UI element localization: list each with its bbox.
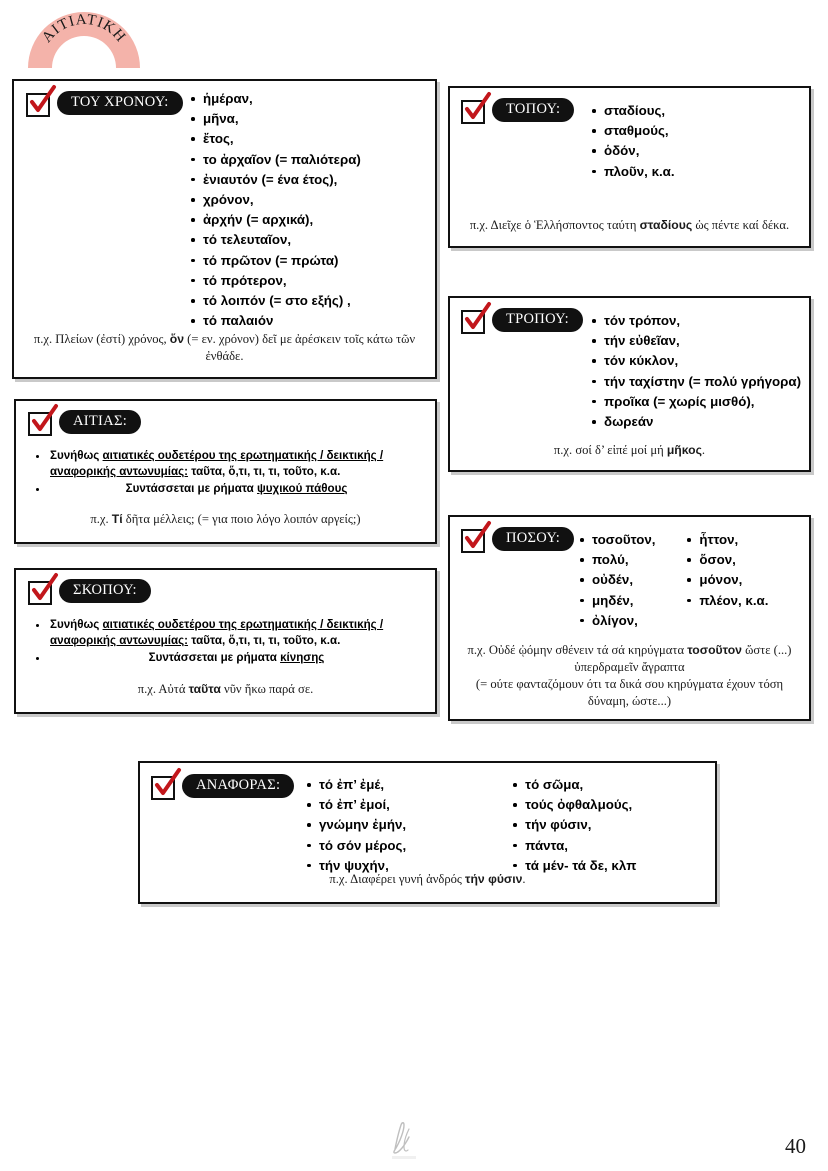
example-text: π.χ. σοί δ’ εἰπέ μοί μή	[553, 443, 667, 457]
rule-text: Συνήθως	[50, 618, 103, 631]
list-item: χρόνον,	[189, 190, 435, 210]
term-list-posou-col2	[685, 530, 768, 631]
term-list-chronou	[189, 89, 435, 331]
example-text: ὥστε (...) ὑπερδραμεῖν ἄγραπτα	[574, 643, 792, 674]
example-text: π.χ. Πλείων (ἐστί) χρόνος,	[33, 332, 170, 346]
example-text: δῆτα μέλλεις; (= για ποιο λόγο λοιπόν αργείς;)	[122, 512, 361, 526]
example-highlight: μῆκος	[666, 443, 702, 457]
checkbox-icon	[461, 310, 485, 334]
rule-text: Συνήθως	[50, 449, 103, 462]
example-text: .	[522, 872, 526, 886]
check-mark-icon	[26, 85, 58, 117]
list-item: προῖκα (= χωρίς μισθό),	[590, 392, 809, 412]
example-text: π.χ. Οὐδέ ᾠόμην σθένειν τά σά κηρύγματα	[467, 643, 688, 657]
list-item: τό πρότερον,	[189, 271, 435, 291]
card-topou	[448, 86, 811, 248]
example-highlight: τοσοῦτον	[687, 643, 742, 657]
rule-text: ταῦτα, ὅ,τι, τι, τι, τοῦτο, κ.α.	[188, 634, 341, 648]
example-topou	[460, 217, 799, 234]
list-item: δωρεάν	[590, 412, 809, 432]
card-anaforas	[138, 761, 717, 904]
rule-block-skopou	[30, 617, 423, 666]
list-item: ἀρχήν (= αρχικά),	[189, 210, 435, 230]
list-item: γνώμην ἐμήν,	[305, 815, 406, 835]
rule-underlined: κίνησης	[280, 650, 325, 664]
check-mark-icon	[151, 768, 183, 800]
card-header-topou	[461, 98, 574, 124]
example-text: (= εν. χρόνον) δεῖ με ἀρέσκειν τοῖς κάτω τῶν ἐνθάδε.	[184, 332, 416, 363]
list-item: τό λοιπόν (= στο εξής) ,	[189, 291, 435, 311]
list-item	[30, 650, 423, 666]
check-mark-icon	[461, 92, 493, 124]
term-list-tropou	[590, 311, 809, 432]
signature-watermark-icon	[381, 1115, 427, 1163]
list-item: τό τελευταῖον,	[189, 230, 435, 250]
list-item: σταδίους,	[590, 101, 809, 121]
list-item: τήν ψυχήν,	[305, 856, 406, 876]
list-item: τήν ταχίστην (= πολύ γρήγορα)	[590, 372, 809, 392]
checkbox-icon	[28, 581, 52, 605]
list-item: τόν τρόπον,	[590, 311, 809, 331]
card-label-topou: ΤΟΠΟΥ:	[492, 98, 574, 122]
check-mark-icon	[28, 573, 60, 605]
list-item: οὐδέν,	[578, 570, 655, 590]
list-item: τήν φύσιν,	[511, 815, 636, 835]
list-item	[30, 617, 423, 650]
example-posou	[458, 642, 801, 710]
list-item: μηδέν,	[578, 591, 655, 611]
example-anaforas	[150, 871, 705, 888]
list-item: το ἀρχαῖον (= παλιότερα)	[189, 150, 435, 170]
example-chronou	[22, 331, 427, 365]
example-text: π.χ.	[90, 512, 112, 526]
card-label-chronou: ΤΟΥ ΧΡΟΝΟΥ:	[57, 91, 183, 115]
card-label-posou: ΠΟΣΟΥ:	[492, 527, 574, 551]
example-text: .	[701, 443, 706, 457]
check-mark-icon	[461, 521, 493, 553]
example-highlight: Τί	[111, 512, 123, 526]
card-label-anaforas: ΑΝΑΦΟΡΑΣ:	[182, 774, 294, 798]
list-item: πολύ,	[578, 550, 655, 570]
list-item: τόν κύκλον,	[590, 351, 809, 371]
term-list-topou	[590, 101, 809, 182]
list-item: τά μέν- τά δε, κλπ	[511, 856, 636, 876]
list-item: ἐνιαυτόν (= ένα έτος),	[189, 170, 435, 190]
term-list-anaforas-col1	[305, 775, 406, 876]
example-translation: (= ούτε φανταζόμουν ότι τα δικά σου κηρύγματα έχουν τόση δύναμη, ώστε...)	[475, 677, 784, 708]
check-mark-icon	[461, 302, 493, 334]
list-item	[30, 481, 423, 497]
card-header-posou	[461, 527, 574, 553]
example-highlight: τήν φύσιν	[465, 872, 523, 886]
rule-list	[30, 448, 423, 497]
term-list-anaforas-col2	[511, 775, 636, 876]
card-label-tropou: ΤΡΟΠΟΥ:	[492, 308, 583, 332]
card-header-aitias	[28, 410, 141, 436]
term-list-posou-col1	[578, 530, 655, 631]
card-tropou	[448, 296, 811, 472]
rule-list	[30, 617, 423, 666]
rule-underlined: ψυχικού πάθους	[257, 481, 348, 495]
example-text: ὡς πέντε καί δέκα.	[692, 218, 790, 232]
checkbox-icon	[26, 93, 50, 117]
list-item: ἡμέραν,	[189, 89, 435, 109]
card-header-anaforas	[151, 774, 294, 800]
checkbox-icon	[461, 100, 485, 124]
list-item: πάντα,	[511, 836, 636, 856]
list-item: τό ἐπ’ ἐμέ,	[305, 775, 406, 795]
example-text: νῦν ἥκω παρά σε.	[220, 682, 314, 696]
arch-shape	[24, 8, 144, 70]
rule-block-aitias	[30, 448, 423, 497]
example-skopou	[26, 681, 425, 698]
list-item: τό σῶμα,	[511, 775, 636, 795]
example-highlight: ὅν	[169, 332, 185, 346]
list-item: τοσοῦτον,	[578, 530, 655, 550]
check-mark-icon	[28, 404, 60, 436]
example-highlight: ταῦτα	[188, 682, 221, 696]
list-item: πλέον, κ.α.	[685, 591, 768, 611]
example-tropou	[460, 442, 799, 459]
rule-text: Συντάσσεται με ρήματα	[148, 650, 281, 664]
list-item: τήν εὐθεῖαν,	[590, 331, 809, 351]
list-item	[30, 448, 423, 481]
list-item: τό σόν μέρος,	[305, 836, 406, 856]
card-aitias	[14, 399, 437, 544]
title-arch	[24, 8, 144, 70]
card-posou	[448, 515, 811, 721]
example-text: π.χ. Διαφέρει γυνή ἀνδρός	[329, 872, 466, 886]
rule-text: Συντάσσεται με ρήματα	[125, 481, 258, 495]
example-text: π.χ. Αὐτά	[137, 682, 189, 696]
card-header-skopou	[28, 579, 151, 605]
example-aitias	[26, 511, 425, 528]
checkbox-icon	[28, 412, 52, 436]
list-item: τό πρῶτον (= πρώτα)	[189, 251, 435, 271]
term-columns-posou	[578, 530, 809, 631]
list-item: σταθμούς,	[590, 121, 809, 141]
page-number: 40	[785, 1134, 806, 1158]
list-item: τούς ὀφθαλμούς,	[511, 795, 636, 815]
rule-text: ταῦτα, ὅ,τι, τι, τι, τοῦτο, κ.α.	[188, 465, 341, 479]
card-skopou	[14, 568, 437, 714]
card-label-skopou: ΣΚΟΠΟΥ:	[59, 579, 151, 603]
list-item: πλοῦν, κ.α.	[590, 162, 809, 182]
arch-text: ΑΙΤΙΑΤΙΚΗ	[39, 11, 129, 46]
list-item: μόνον,	[685, 570, 768, 590]
list-item: τό παλαιόν	[189, 311, 435, 331]
example-text: π.χ. Διεῖχε ὁ Ἑλλήσποντος ταύτη	[469, 218, 640, 232]
card-tou-chronou	[12, 79, 437, 379]
checkbox-icon	[461, 529, 485, 553]
card-header-tropou	[461, 308, 583, 334]
example-highlight: σταδίους	[639, 218, 693, 232]
card-label-aitias: ΑΙΤΙΑΣ:	[59, 410, 141, 434]
rule-underlined: αιτιατικές ουδετέρου της ερωτηματικής / δεικτικής / αναφορικής αντωνυμίας:	[50, 618, 384, 648]
rule-underlined: αιτιατικές ουδετέρου της ερωτηματικής / δεικτικής / αναφορικής αντωνυμίας:	[50, 449, 384, 479]
list-item: ὀλίγον,	[578, 611, 655, 631]
list-item: τό ἐπ’ ἐμοί,	[305, 795, 406, 815]
checkbox-icon	[151, 776, 175, 800]
list-item: ἧττον,	[685, 530, 768, 550]
term-columns-anaforas	[305, 775, 715, 876]
list-item: ἔτος,	[189, 129, 435, 149]
list-item: ὁδόν,	[590, 141, 809, 161]
list-item: μῆνα,	[189, 109, 435, 129]
card-header-chronou	[26, 91, 183, 117]
list-item: ὅσον,	[685, 550, 768, 570]
